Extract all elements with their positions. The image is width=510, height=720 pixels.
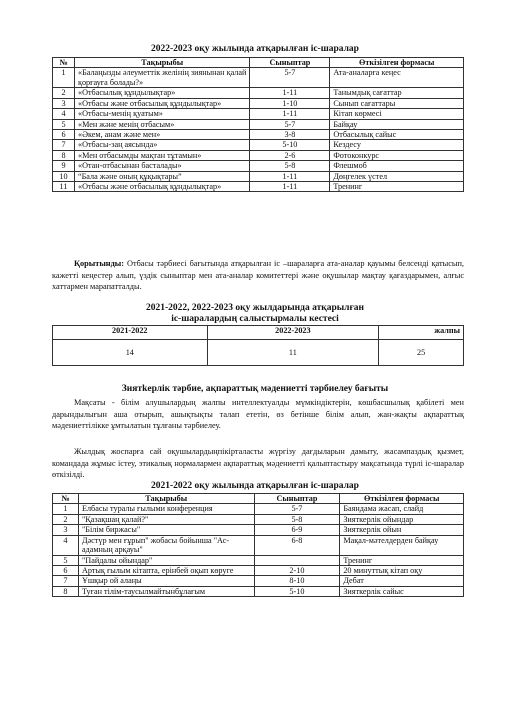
cell-topic: Артық ғылым кітапта, ерінбей оқып көруге [78, 565, 254, 575]
header-total: жалпы [379, 326, 464, 340]
table2-title-line1: 2021-2022, 2022-2023 оқу жылдарында атқарылған [145, 303, 365, 313]
table-row [53, 565, 464, 575]
cell-grades [254, 555, 340, 565]
cell-form: Ата-аналарға кеңес [330, 68, 464, 88]
cell-form: Фотоконкурс [330, 150, 464, 160]
table2-title-line2: іс-шаралардың салыстырмалы кестесі [171, 314, 339, 324]
header-number: № [53, 494, 79, 504]
header-number: № [53, 58, 75, 68]
cell-number: 5 [53, 555, 79, 565]
cell-number: 5 [53, 119, 75, 129]
table-row [53, 98, 464, 108]
table-row [53, 514, 464, 524]
cell-form: Дебат [340, 576, 464, 586]
events-table-2022-2023 [52, 57, 464, 192]
cell-number: 10 [53, 171, 75, 181]
cell-number: 2 [53, 514, 79, 524]
cell-topic: "Білім биржасы" [78, 525, 254, 535]
cell-topic: «Мен отбасымды мақтан тұтамын» [74, 150, 250, 160]
cell-grades: 1-11 [250, 182, 330, 192]
cell-grades: 2-10 [254, 565, 340, 575]
cell-form: Зияткерлік сайыс [340, 586, 464, 596]
cell-number: 3 [53, 98, 75, 108]
table-header-row [53, 326, 464, 340]
cell-number: 3 [53, 525, 79, 535]
cell-topic: «Мен және менің отбасым» [74, 119, 250, 129]
section-heading: Зиятkерлік тәрбие, ақпараттық мәдениетті тәрбиелеу бағыты [121, 384, 389, 394]
table-row [53, 150, 464, 160]
table-row [53, 161, 464, 171]
cell-topic: «Балаңызды әлеуметтік желінің зиянынан қалай қорғауға болады?» [74, 68, 250, 88]
table-row [53, 535, 464, 555]
cell-grades: 5-10 [254, 586, 340, 596]
cell-form: Зияткерлік ойын [340, 525, 464, 535]
cell-topic: "Пайдалы ойындар" [78, 555, 254, 565]
cell-form: Мақал-мәтелдерден байқау [340, 535, 464, 555]
table-row [53, 171, 464, 181]
cell-topic: «Отбасы және отбасылық құндылықтар» [74, 182, 250, 192]
cell-form: Байқау [330, 119, 464, 129]
cell-topic: «Отбасы және отбасылық құндылықтар» [74, 98, 250, 108]
cell-number: 4 [53, 535, 79, 555]
cell-topic: Дәстүр мен ғұрып" жобасы бойынша "Ас-адамның арқауы" [78, 535, 254, 555]
cell-topic: Туған тілім-таусылмайтынбұлағым [78, 586, 254, 596]
table3-title: 2021-2022 оқу жылында атқарылған іс-шаралар [151, 481, 359, 491]
cell-number: 8 [53, 150, 75, 160]
table1-title: 2022-2023 оқу жылында атқарылған іс-шаралар [151, 44, 359, 54]
table-header-row [53, 494, 464, 504]
table-row [53, 340, 464, 366]
cell-grades: 1-11 [250, 88, 330, 98]
cell-number: 6 [53, 129, 75, 139]
table-row [53, 68, 464, 88]
cell-number: 8 [53, 586, 79, 596]
cell-grades: 5-8 [250, 161, 330, 171]
cell-grades: 1-11 [250, 109, 330, 119]
cell-grades: 6-9 [254, 525, 340, 535]
cell-form: Зияткерлік ойындар [340, 514, 464, 524]
header-grades: Сыныптар [250, 58, 330, 68]
cell-form: Танымдық сағаттар [330, 88, 464, 98]
cell-number: 1 [53, 504, 79, 514]
events-table-2021-2022 [52, 493, 464, 597]
cell-number: 6 [53, 565, 79, 575]
header-topic: Тақырыбы [74, 58, 250, 68]
cell-grades: 5-8 [254, 514, 340, 524]
cell-grades: 5-7 [254, 504, 340, 514]
cell-number: 7 [53, 140, 75, 150]
activities-paragraph: Жылдық жоспарға сай оқушылардыңпікірталасты жүргізу дағдыларын дамыту, жасампаздық қызмет, командада жұмыс істеу, этикалық нормалармен ақпараттық мәдениетті қалыптастыру мақсатында түрлі іс-шаралар өткізілді. [52, 447, 464, 480]
cell-grades: 5-10 [250, 140, 330, 150]
cell-grades: 2-6 [250, 150, 330, 160]
header-topic: Тақырыбы [78, 494, 254, 504]
cell-number: 2 [53, 88, 75, 98]
cell-form: Дөңгелек үстел [330, 171, 464, 181]
cell-form: Кітап көрмесі [330, 109, 464, 119]
header-form: Өткізілген формасы [340, 494, 464, 504]
table-row [53, 88, 464, 98]
cell-form: Сынып сағаттары [330, 98, 464, 108]
cell-grades: 1-10 [250, 98, 330, 108]
cell-topic: «Отан-отбасынан басталады» [74, 161, 250, 171]
cell-form: Баяндама жасап, слайд [340, 504, 464, 514]
cell-topic: Ұшқыр ой алаңы [78, 576, 254, 586]
table-row [53, 525, 464, 535]
conclusion-paragraph [52, 258, 464, 293]
value-2022-2023: 11 [207, 340, 379, 366]
cell-number: 11 [53, 182, 75, 192]
cell-grades: 1-11 [250, 171, 330, 181]
cell-number: 1 [53, 68, 75, 88]
table-row [53, 109, 464, 119]
cell-topic: "Қазақшаң қалай?" [78, 514, 254, 524]
cell-form: 20 минуттық кітап оқу [340, 565, 464, 575]
table-row [53, 129, 464, 139]
cell-grades: 5-7 [250, 119, 330, 129]
goal-paragraph: Мақсаты - білім алушылардың жалпы интеллектуалды мүмкіндіктерін, көшбасшылық қабілеті мен дарындылығын аша отырып, ашықтықты талап ететін, өз бетінше білім алып, жан-жақты ақпараттық мәдениеттілікке ұмтылатын тұлғаны тәрбиелеу. [52, 398, 464, 431]
cell-form: Тренинг [330, 182, 464, 192]
cell-grades: 6-8 [254, 535, 340, 555]
header-grades: Сыныптар [254, 494, 340, 504]
cell-form: Кездесу [330, 140, 464, 150]
table-row [53, 504, 464, 514]
cell-form: Отбасылық сайыс [330, 129, 464, 139]
value-total: 25 [379, 340, 464, 366]
header-form: Өткізілген формасы [330, 58, 464, 68]
header-2021-2022: 2021-2022 [53, 326, 208, 340]
cell-form: Тренинг [340, 555, 464, 565]
conclusion-label: Қорытынды: [74, 259, 125, 268]
cell-topic: «Отбасы-менің қуатым» [74, 109, 250, 119]
table-row [53, 586, 464, 596]
cell-number: 9 [53, 161, 75, 171]
cell-number: 4 [53, 109, 75, 119]
cell-topic: «Әкем, анам және мен» [74, 129, 250, 139]
cell-topic: Елбасы туралы ғылыми конференция [78, 504, 254, 514]
table-row [53, 119, 464, 129]
table-row [53, 555, 464, 565]
conclusion-text: Отбасы тәрбиесі бағытында атқарылған іс –шараларға ата-аналар қауымы белсенді қатысып, кажетті кеңестер алып, үздік сыныптар мен ата-аналар комитеттері және оқушылар мақтау қағаздарымен, алғыс хаттармен марапатталды. [52, 259, 464, 292]
table-row [53, 182, 464, 192]
table-row [53, 140, 464, 150]
cell-form: Флешмоб [330, 161, 464, 171]
cell-grades: 3-8 [250, 129, 330, 139]
table-row [53, 576, 464, 586]
table-header-row [53, 58, 464, 68]
cell-topic: «Отбасылық құндылықтар» [74, 88, 250, 98]
value-2021-2022: 14 [53, 340, 208, 366]
cell-grades: 5-7 [250, 68, 330, 88]
cell-topic: “Бала және оның құқықтары” [74, 171, 250, 181]
cell-topic: «Отбасы-заң аясында» [74, 140, 250, 150]
header-2022-2023: 2022-2023 [207, 326, 379, 340]
cell-number: 7 [53, 576, 79, 586]
cell-grades: 8-10 [254, 576, 340, 586]
comparison-table [52, 325, 464, 366]
